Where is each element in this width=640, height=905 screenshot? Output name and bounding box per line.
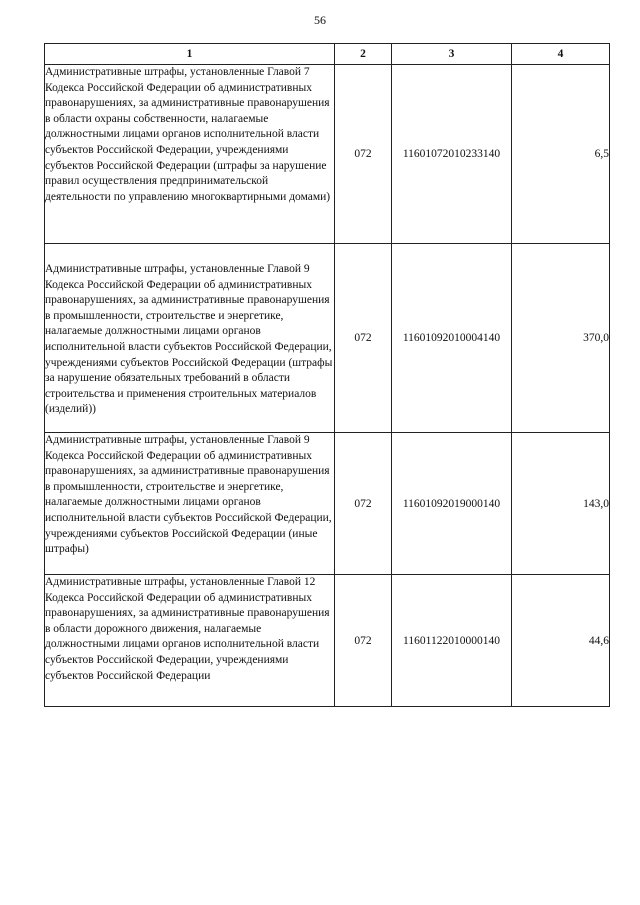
table-row — [45, 575, 610, 707]
row-admin-code: 072 — [335, 65, 392, 244]
row-description: Административные штрафы, установленные Главой 7 Кодекса Российской Федерации об административных правонарушениях, за административные правонарушения в области охраны собственности, налагаемые должностными лицами органов исполнительной власти субъектов Российской Федерации, учреждениями субъектов Российской Федерации (штрафы за нарушение правил осуществления предпринимательской деятельности по управлению многоквартирными домами) — [45, 65, 335, 244]
row-kbk-code: 11601072010233140 — [392, 65, 512, 244]
column-header-1: 1 — [45, 44, 335, 65]
row-amount: 44,6 — [512, 575, 610, 707]
row-amount: 6,5 — [512, 65, 610, 244]
row-amount: 143,0 — [512, 433, 610, 575]
row-admin-code: 072 — [335, 575, 392, 707]
column-header-4: 4 — [512, 44, 610, 65]
column-header-2: 2 — [335, 44, 392, 65]
table-row — [45, 433, 610, 575]
table-row — [45, 65, 610, 244]
row-kbk-code: 11601092010004140 — [392, 244, 512, 433]
row-amount: 370,0 — [512, 244, 610, 433]
row-kbk-code: 11601092019000140 — [392, 433, 512, 575]
row-kbk-code: 11601122010000140 — [392, 575, 512, 707]
table-row — [45, 244, 610, 433]
row-admin-code: 072 — [335, 433, 392, 575]
page-number: 56 — [314, 13, 326, 27]
row-admin-code: 072 — [335, 244, 392, 433]
table-header-row — [45, 44, 610, 65]
budget-table — [44, 43, 610, 707]
row-description: Административные штрафы, установленные Главой 12 Кодекса Российской Федерации об административных правонарушениях, за административные правонарушения в области дорожного движения, налагаемые должностными лицами органов исполнительной власти субъектов Российской Федерации, учреждениями субъектов Российской Федерации — [45, 575, 335, 707]
row-description: Административные штрафы, установленные Главой 9 Кодекса Российской Федерации об административных правонарушениях, за административные правонарушения в промышленности, строительстве и энергетике, налагаемые должностными лицами органов исполнительной власти субъектов Российской Федерации, учреждениями субъектов Российской Федерации (штрафы за нарушение обязательных требований в области строительства и применения строительных материалов (изделий)) — [45, 244, 335, 433]
row-description: Административные штрафы, установленные Главой 9 Кодекса Российской Федерации об административных правонарушениях, за административные правонарушения в промышленности, строительстве и энергетике, налагаемые должностными лицами органов исполнительной власти субъектов Российской Федерации, учреждениями субъектов Российской Федерации (иные штрафы) — [45, 433, 335, 575]
column-header-3: 3 — [392, 44, 512, 65]
